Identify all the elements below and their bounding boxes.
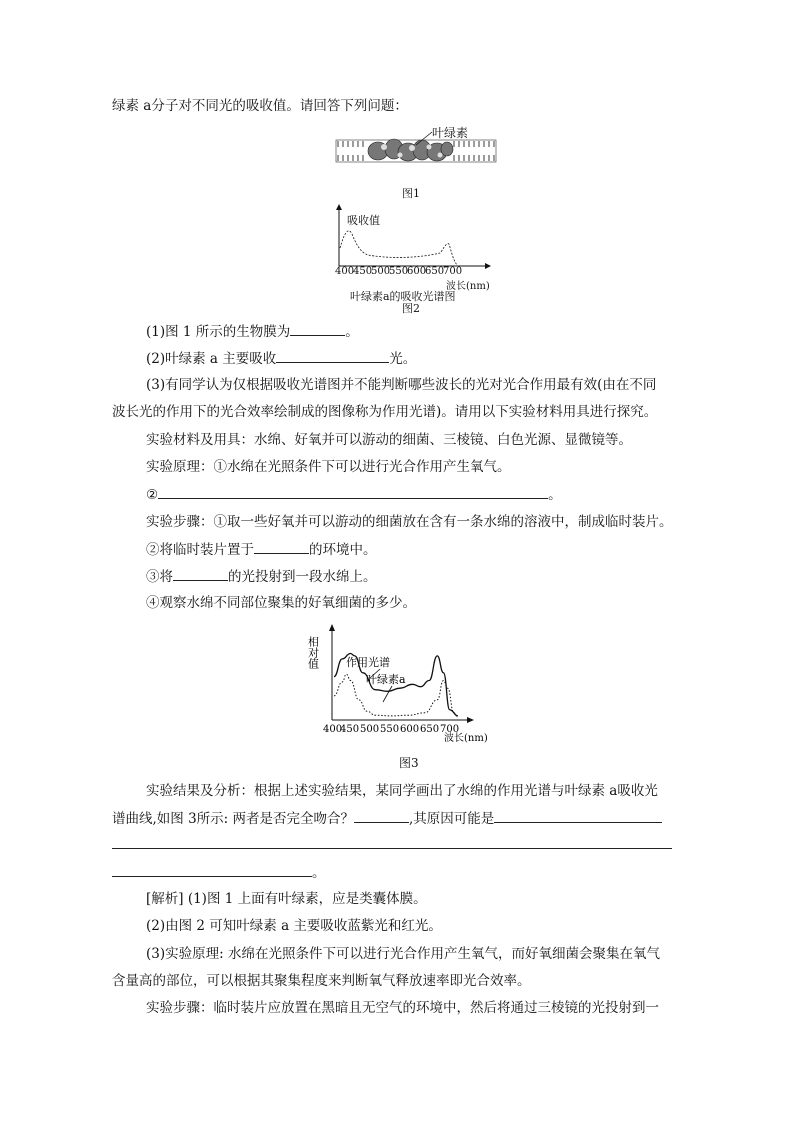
- q1-text: (1)图 1 所示的生物膜为: [146, 324, 291, 340]
- results-reason-prompt: ,其原因可能是: [409, 811, 495, 827]
- analysis-1: [解析] (1)图 1 上面有叶绿素，应是类囊体膜。: [146, 891, 427, 907]
- results-tail: 。: [312, 865, 326, 881]
- step-3: [146, 566, 377, 587]
- q1-tail: 。: [345, 324, 359, 340]
- question-3-line2: 波长光的作用下的光合效率绘制成的图像称为作用光谱)。请用以下实验材料用具进行探究。: [112, 404, 658, 420]
- fig2-tick-600: 600: [407, 266, 427, 277]
- match-answer-blank[interactable]: [354, 808, 409, 823]
- q2-tail: 光。: [389, 351, 417, 367]
- step-2-answer-blank[interactable]: [254, 539, 309, 554]
- chart-tick-400: 400: [323, 724, 343, 735]
- analysis-2: (2)由图 2 可知叶绿素 a 主要吸收蓝紫光和红光。: [146, 918, 442, 934]
- chart-tick-700: 700: [440, 724, 460, 735]
- legend-action-spectrum: 作用光谱: [346, 656, 390, 669]
- fig2-tick-650: 650: [425, 266, 445, 277]
- fig3-caption: 图3: [399, 756, 419, 770]
- q1-answer-blank[interactable]: [290, 321, 345, 336]
- question-2: [146, 348, 416, 369]
- principle-2-answer-blank[interactable]: [158, 484, 548, 499]
- analysis-3-line2: 含量高的部位，可以根据其聚集程度来判断氧气释放速率即光合效率。: [112, 973, 531, 989]
- question-1: [146, 321, 359, 342]
- intro-text: 绿素 a分子对不同光的吸收值。请回答下列问题：: [112, 98, 408, 114]
- chart-tick-450: 450: [340, 724, 360, 735]
- chart-y-arrow: [329, 624, 335, 631]
- principle-1: 实验原理：①水绵在光照条件下可以进行光合作用产生氧气。: [146, 459, 511, 475]
- legend-chlorophyll-a: 叶绿素a: [366, 673, 406, 686]
- chart-x-arrow: [467, 717, 474, 723]
- fig2-title: 叶绿素a的吸收光谱图: [350, 290, 456, 303]
- results-line-1: 实验结果及分析：根据上述实验结果，某同学画出了水绵的作用光谱与叶绿素 a吸收光: [146, 783, 658, 799]
- membrane-figure: [334, 122, 502, 172]
- reason-answer-blank-3[interactable]: [112, 862, 312, 877]
- fig2-tick-700: 700: [443, 266, 463, 277]
- analysis-3-line1: (3)实验原理: 水绵在光照条件下可以进行光合作用产生氧气，而好氧细菌会聚集在氧气: [146, 946, 660, 962]
- fig2-xlabel: 波长(nm): [446, 281, 490, 292]
- reason-answer-blank-2[interactable]: [112, 834, 672, 849]
- principle-2: [146, 484, 562, 505]
- step-2: [146, 539, 377, 560]
- chart-tick-500: 500: [360, 724, 380, 735]
- chart-tick-550: 550: [380, 724, 400, 735]
- q2-text: (2)叶绿素 a 主要吸收: [146, 351, 277, 367]
- question-3-line1: (3)有同学认为仅根据吸收光谱图并不能判断哪些波长的光对光合作用最有效(由在不同: [146, 377, 657, 393]
- fig2-tick-550: 550: [389, 266, 409, 277]
- results-line-3: [112, 862, 326, 883]
- fig2-tick-400: 400: [335, 266, 355, 277]
- step-1: 实验步骤：①取一些好氧并可以游动的细菌放在含有一条水绵的溶液中，制成临时装片。: [146, 514, 673, 530]
- materials-text: 实验材料及用具：水绵、好氧并可以游动的细菌、三棱镜、白色光源、显微镜等。: [146, 432, 632, 448]
- step-2-text: ②将临时装片置于: [146, 542, 254, 558]
- q2-answer-blank[interactable]: [276, 348, 389, 363]
- step-2-tail: 的环境中。: [309, 542, 377, 558]
- step-3-answer-blank[interactable]: [173, 566, 228, 581]
- fig2-tick-450: 450: [353, 266, 373, 277]
- chart-tick-600: 600: [400, 724, 420, 735]
- fig2-tick-500: 500: [371, 266, 391, 277]
- reason-answer-blank[interactable]: [494, 808, 662, 823]
- analysis-4: 实验步骤：临时装片应放置在黑暗且无空气的环境中，然后将通过三棱镜的光投射到一: [146, 1000, 659, 1016]
- step-3-tail: 的光投射到一段水绵上。: [228, 569, 377, 585]
- step-4: ④观察水绵不同部位聚集的好氧细菌的多少。: [146, 595, 416, 611]
- fig2-ylabel: 吸收值: [347, 214, 380, 227]
- principle-2-marker: ②: [146, 487, 159, 503]
- action-spectrum-chart: [306, 620, 490, 745]
- fig2-caption: 图2: [402, 302, 420, 315]
- chart-xlabel: 波长(nm): [444, 733, 488, 744]
- fig1-caption: 图1: [402, 187, 420, 200]
- chlorophyll-label: 叶绿素: [432, 126, 469, 140]
- chlorophyll-a-leader: [383, 686, 392, 702]
- results-line-2: [112, 808, 662, 829]
- principle-2-tail: 。: [548, 487, 562, 503]
- results-question: 谱曲线,如图 3所示: 两者是否完全吻合？: [112, 811, 355, 827]
- step-3-text: ③将: [146, 569, 173, 585]
- chart-tick-650: 650: [420, 724, 440, 735]
- chart-ylabel: 相对值: [306, 636, 320, 669]
